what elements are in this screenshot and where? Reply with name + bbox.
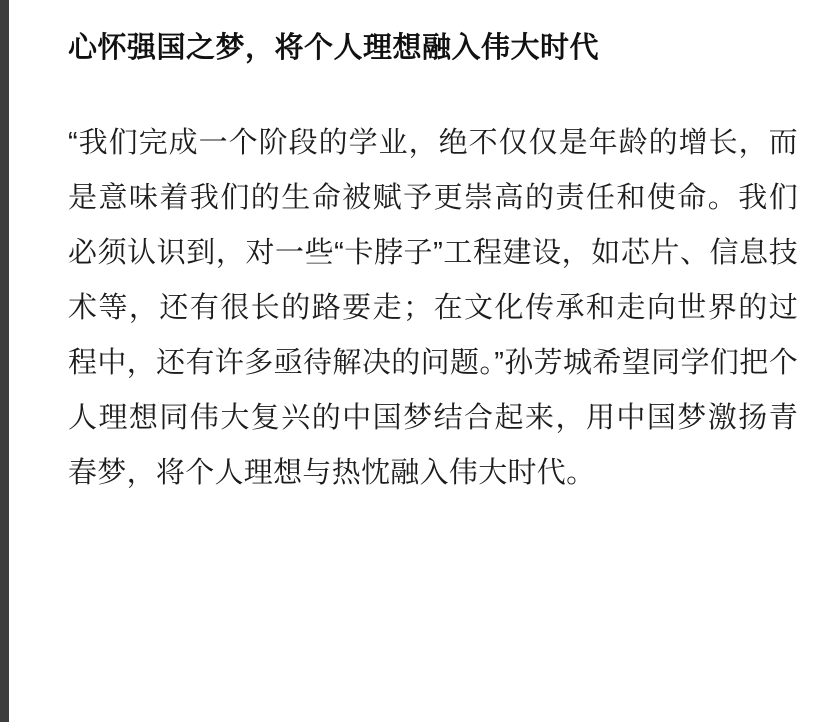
left-accent-bar <box>0 0 9 722</box>
article-content <box>68 0 798 501</box>
article-paragraph: “我们完成一个阶段的学业，绝不仅仅是年龄的增长，而是意味着我们的生命被赋予更崇高的责任和使命。我们必须认识到，对一些“卡脖子”工程建设，如芯片、信息技术等，还有很长的路要走；在文化传承和走向世界的过程中，还有许多亟待解决的问题。”孙芳城希望同学们把个人理想同伟大复兴的中国梦结合起来，用中国梦激扬青春梦，将个人理想与热忱融入伟大时代。 <box>68 126 798 489</box>
page-title: 心怀强国之梦，将个人理想融入伟大时代 <box>68 32 600 64</box>
